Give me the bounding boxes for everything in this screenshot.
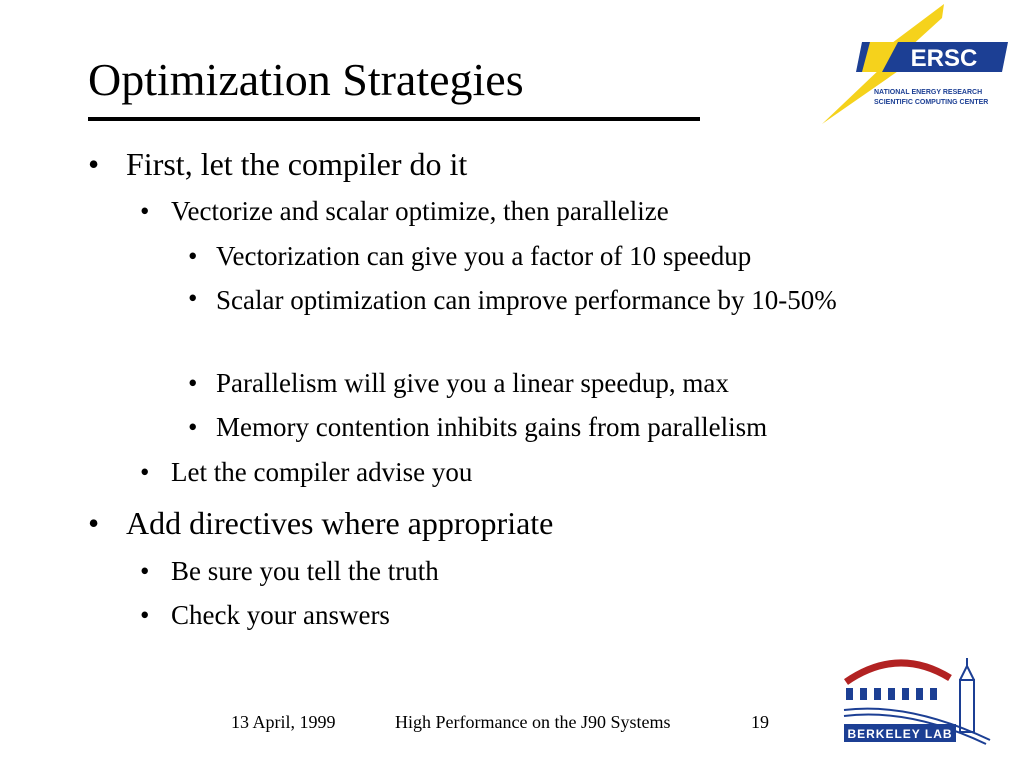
columns-icon <box>846 688 937 700</box>
bullet-text: Be sure you tell the truth <box>171 556 439 586</box>
bullet-marker: • <box>88 505 100 541</box>
bullet-marker: • <box>188 368 198 398</box>
nersc-logo <box>818 4 1014 130</box>
arch-icon <box>846 663 950 682</box>
bullet-item <box>88 146 467 182</box>
bullet-text: Let the compiler advise you <box>171 457 473 487</box>
bullet-marker: • <box>188 241 198 271</box>
footer-title: High Performance on the J90 Systems <box>395 712 671 732</box>
bullet-text: Add directives where appropriate <box>126 505 554 541</box>
bullet-text: Parallelism will give you a linear speedup, max <box>216 368 729 398</box>
bullet-item <box>140 196 669 227</box>
bullet-marker: • <box>140 457 150 487</box>
berkeley-wordmark: BERKELEY LAB <box>847 727 953 741</box>
slide-title: Optimization Strategies <box>88 54 524 105</box>
bullet-text: Check your answers <box>171 600 390 630</box>
nersc-line2: SCIENTIFIC COMPUTING CENTER <box>874 99 989 106</box>
title-underline <box>88 117 700 121</box>
nersc-line1: NATIONAL ENERGY RESEARCH <box>874 89 983 96</box>
bullet-item <box>188 241 751 272</box>
bullet-item <box>140 556 439 587</box>
bullet-text: Vectorize and scalar optimize, then parallelize <box>171 196 669 226</box>
berkeley-lab-logo <box>840 652 1000 748</box>
bullet-item <box>188 368 729 399</box>
bullet-marker: • <box>188 412 198 442</box>
bullet-item <box>140 457 472 488</box>
bullet-item <box>188 283 946 318</box>
bullet-marker: • <box>140 600 150 630</box>
bullet-marker: • <box>88 146 100 182</box>
footer-date: 13 April, 1999 <box>231 712 336 732</box>
nersc-wordmark: ERSC <box>910 45 978 72</box>
bullet-text: First, let the compiler do it <box>126 146 468 182</box>
bullet-text: Vectorization can give you a factor of 10 speedup <box>216 241 752 271</box>
page-number: 19 <box>751 712 769 732</box>
bullet-item <box>88 505 553 541</box>
bullet-marker: • <box>140 196 150 226</box>
bullet-marker: • <box>140 556 150 586</box>
bullet-marker: • <box>188 283 198 313</box>
bullet-item <box>188 412 767 443</box>
tower-icon <box>960 658 974 732</box>
bullet-text: Scalar optimization can improve performance by 10-50% <box>216 285 837 315</box>
bullet-item <box>140 600 390 631</box>
bullet-text: Memory contention inhibits gains from parallelism <box>216 412 768 442</box>
